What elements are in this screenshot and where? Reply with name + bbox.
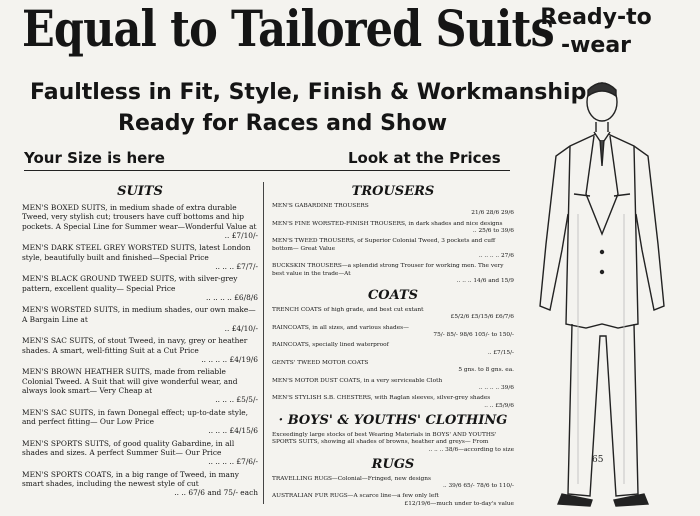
listing-price: 21/6 28/6 29/6 [471,210,514,217]
listing-description: BUCKSKIN TROUSERS—a splendid strong Trouser for working men. The very best value in the trade—At [272,263,504,277]
listing-price: .. £7/15/- [487,349,514,356]
listing-price: .. .. 67/6 and 75/- each [174,488,258,498]
listing-price: .. .. .. .. 39/6 [478,384,514,391]
listing-description: MEN'S MOTOR DUST COATS, in a very serviceable Cloth [272,377,443,384]
section-heading: RUGS [371,456,415,472]
listing-item [22,439,258,467]
listing-description: MEN'S SPORTS SUITS, of good quality Gabardine, in all shades and sizes. A perfect Summer Suit— Our Price [22,438,235,457]
listing-item [272,238,514,260]
listing-description: MEN'S SAC SUITS, of stout Tweed, in navy, grey or heather shades. A smart, well-fitting Suit at a Cut Price [22,336,248,355]
listing-item [22,367,258,404]
listing-description: MEN'S SAC SUITS, in fawn Donegal effect; up-to-date style, and perfect fitting— Our Low Price [22,407,249,426]
listing-description: TRENCH COATS of high grade, and best cut extant [272,307,424,314]
listing-price: .. 25/6 to 39/6 [472,227,514,234]
section-heading: COATS [367,288,419,304]
listing-item [22,243,258,271]
ready-to-wear-tag [536,4,656,60]
listing-description: MEN'S FINE WORSTED-FINISH TROUSERS, in dark shades and nice designs [272,220,503,227]
listing-price: .. 39/6 65/- 78/6 to 110/- [442,483,514,490]
listing-item [272,342,514,357]
listing-description: MEN'S WORSTED SUITS, in medium shades, our own make—A Bargain Line at [22,305,256,324]
top-rule [24,170,510,171]
listing-description: MEN'S TWEED TROUSERS, of Superior Colonial Tweed, 3 pockets and cuff bottom— Great Value [272,238,496,252]
column-divider [263,182,264,504]
listing-price: .. .. .. .. £7/6/- [208,457,258,467]
listing-item [22,336,258,364]
listing-item [272,378,514,393]
listing-price: .. .. .. £7/7/- [215,261,258,271]
listing-price: 5 gns. to 8 gns. ea. [458,367,514,374]
listing-price: .. .. .. .. £4/19/6 [201,354,258,364]
listing-description: MEN'S GABARDINE TROUSERS [272,203,369,209]
listing-price: .. .. .. .. 27/6 [478,252,514,259]
listing-price: .. .. .. £4/15/6 [208,426,258,436]
listing-price: .. .. £5/9/6 [484,402,514,409]
listing-description: MEN'S DARK STEEL GREY WORSTED SUITS, latest London style, beautifully built and finished—Special Price [22,243,251,262]
listing-description: RAINCOATS, specially lined waterproof [272,342,389,349]
listing-item [272,263,514,285]
listing-price: £12/19/6—much under to-day's value [404,500,514,507]
section-heading: TROUSERS [351,184,435,199]
listing-item [272,307,514,322]
banner-right: Look at the Prices [348,149,501,167]
figure-number: 65 [592,455,604,465]
listing-item [272,360,514,375]
subheadline-2: Ready for Races and Show [118,111,448,136]
listing-item [22,203,258,240]
ready-to-wear-line-1: Ready-to [540,5,652,30]
listing-description: TRAVELLING RUGS—Colonial—Fringed, new designs [272,475,431,482]
listing-description: GENTS' TWEED MOTOR COATS [272,360,369,366]
listing-price: .. .. .. £5/5/- [215,395,258,405]
listing-price: 75/- 85/- 98/6 105/- to 150/- [433,332,514,339]
listing-item [22,470,258,498]
listing-item [272,476,514,491]
listing-item [272,395,514,410]
subheadline-1: Faultless in Fit, Style, Finish & Workmanship [30,80,587,105]
listing-price: .. .. .. 14/6 and 15/9 [456,277,514,284]
listing-description: AUSTRALIAN FUR RUGS—A scarce line—a few only left [272,493,439,500]
headline: Equal to Tailored Suits [22,0,554,58]
banner-left: Your Size is here [24,149,165,167]
listing-item [22,408,258,436]
suits-column [22,182,258,501]
ready-to-wear-line-2: -wear [560,33,632,58]
listing-price: .. .. .. 38/6—according to size [428,446,514,453]
listing-item [22,305,258,333]
man-in-suit-illustration [516,74,696,514]
section-heading: · BOYS' & YOUTHS' CLOTHING [278,412,508,428]
listing-price: .. £7/10/- [224,230,258,240]
listing-description: MEN'S BROWN HEATHER SUITS, made from reliable Colonial Tweed. A Suit that will give wonderful wear, and always look smart— Very Cheap at [22,367,238,395]
listing-item [272,221,514,236]
listing-description: MEN'S BOXED SUITS, in medium shade of extra durable Tweed, very stylish cut; trousers have cuff bottoms and hip pockets. A Special Line for Summer wear—Wonderful Value at [22,203,257,231]
listing-item [272,325,514,340]
listing-item [22,274,258,302]
listing-description: MEN'S BLACK GROUND TWEED SUITS, with silver-grey pattern, excellent quality— Special Price [22,274,238,293]
listing-item [272,432,514,454]
listing-price: £5/2/6 £5/15/6 £6/7/6 [450,314,514,321]
prices-column [272,182,514,511]
listing-item [272,493,514,508]
listing-description: RAINCOATS, in all sizes, and various shades— [272,324,409,331]
listing-price: .. .. .. .. £6/8/6 [206,292,258,302]
listing-price: .. £4/10/- [224,323,258,333]
listing-description: MEN'S SPORTS COATS, in a big range of Tweed, in many smart shades, including the newest style of cut [22,469,239,488]
listing-description: Exceedingly large stocks of best Wearing Materials in BOYS' AND YOUTHS' SPORTS SUITS, showing all shades of browns, heather and greys— From [272,431,497,446]
section-heading: SUITS [117,184,163,199]
listing-item [272,203,514,218]
listing-description: MEN'S STYLISH S.B. CHESTERS, with Raglan sleeves, silver-grey shades [272,395,491,402]
